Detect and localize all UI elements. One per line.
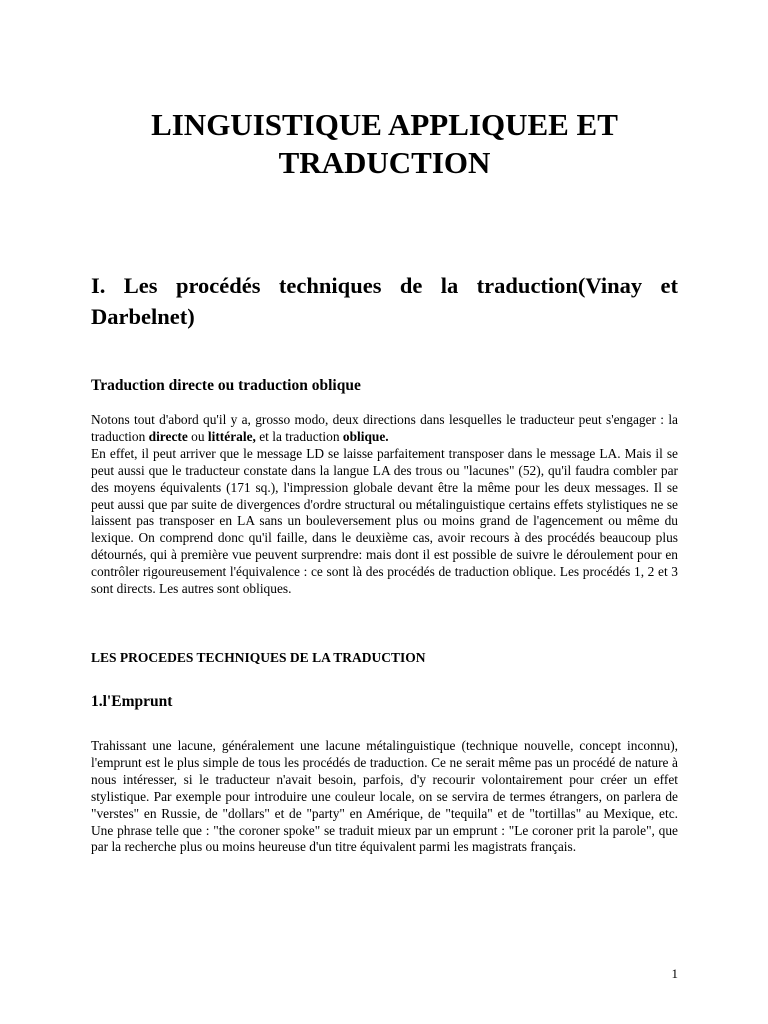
term-directe: directe (148, 428, 188, 444)
paragraph-intro-text: Notons tout d'abord qu'il y a, grosso modo, deux directions dans lesquelles le traducteur peut s'engager : la traduction (91, 412, 678, 444)
paragraph-directions (91, 412, 678, 598)
page-number: 1 (671, 966, 678, 981)
document-title-line-1: LINGUISTIQUE APPLIQUEE ET (151, 107, 618, 142)
term-oblique: oblique. (342, 428, 389, 444)
document-title-line-2: TRADUCTION (278, 145, 491, 180)
document-title (91, 106, 678, 182)
subheading-emprunt: 1.l'Emprunt (91, 693, 173, 710)
subheading-directe-oblique: Traduction directe ou traduction oblique (91, 377, 361, 394)
heading-procedes-techniques: LES PROCEDES TECHNIQUES DE LA TRADUCTION (91, 650, 426, 665)
document-page (91, 0, 678, 1024)
paragraph-continuation-text: En effet, il peut arriver que le message LD se laisse parfaitement transposer dans le message LA. Mais il se peut aussi que le traducteur constate dans la langue LA des trous ou "lacunes" (52), qu'il faudra combler par des moyens équivalents (171 sq.), l'impression globale devant être la même pour les deux messages. Il se peut aussi que par suite de divergences d'ordre structural ou métalinguistique certains effets stylistiques ne se laissent pas transposer en LA sans un bouleversement plus ou moins grand de l'agencement ou même du lexique. On comprend donc qu'il faille, dans le deuxième cas, avoir recours à des procédés beaucoup plus détournés, qui à première vue peuvent surprendre: mais dont il est possible de suivre le déroulement pour en contrôler rigoureusement l'équivalence : ce sont là des procédés de traduction oblique. Les procédés 1, 2 et 3 sont directs. Les autres sont obliques. (91, 445, 678, 597)
connector-et: et la traduction (255, 428, 343, 444)
section-heading-procedes: I. Les procédés techniques de la traduction(Vinay et Darbelnet) (91, 273, 678, 329)
paragraph-emprunt: Trahissant une lacune, généralement une lacune métalinguistique (technique nouvelle, concept inconnu), l'emprunt est le plus simple de tous les procédés de traduction. Ce ne serait même pas un procédé de nature à nous intéresser, si le traducteur n'avait besoin, parfois, d'y recourir volontairement pour créer un effet stylistique. Par exemple pour introduire une couleur locale, on se servira de termes étrangers, on parlera de "verstes" en Russie, de "dollars" et de "party" en Amérique, de "tequila" et de "tortillas" au Mexique, etc. Une phrase telle que : "the coroner spoke" se traduit mieux par un emprunt : "Le coroner prit la parole", que par la recherche plus ou moins heureuse d'un titre équivalent parmi les magistrats français. (91, 738, 678, 855)
connector-ou: ou (187, 428, 208, 444)
term-litterale: littérale, (207, 428, 256, 444)
